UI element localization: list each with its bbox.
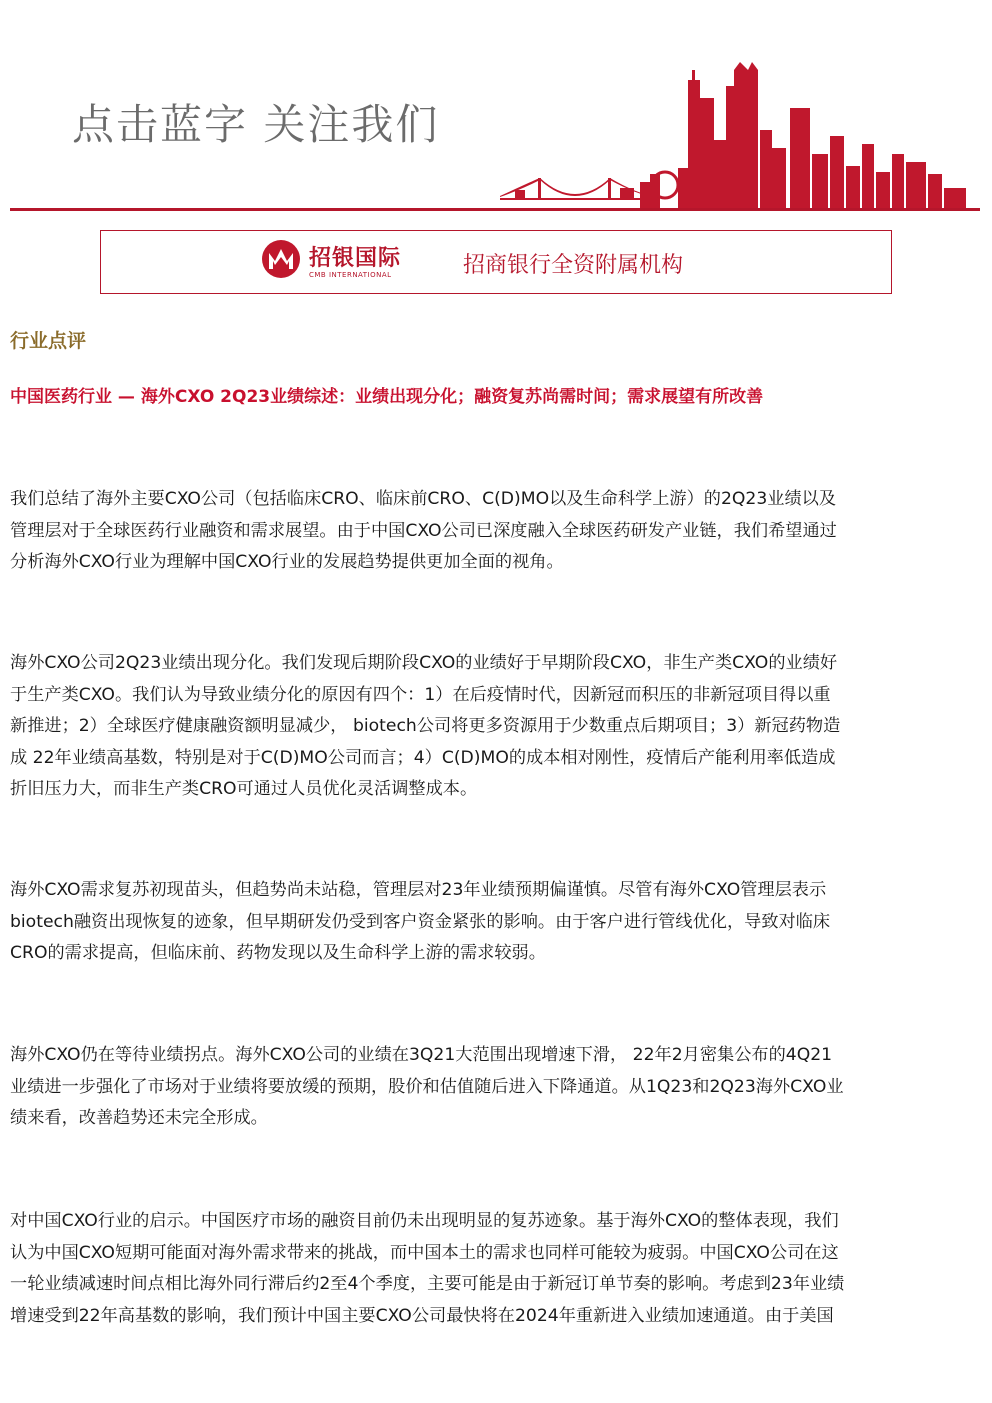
brand-subtitle: CMB INTERNATIONAL [309, 271, 392, 279]
cmbi-logo-icon [261, 239, 301, 279]
brand-box [100, 230, 892, 294]
brand-name: 招银国际 [309, 246, 402, 271]
city-skyline-illustration [500, 50, 980, 210]
paragraph-3 [10, 875, 980, 970]
paragraph-line: 成 22年业绩高基数，特别是对于C(D)MO公司而言；4）C(D)MO的成本相对刚性，疫情后产能利用率低造成 [10, 747, 836, 768]
paragraph-line: 我们总结了海外主要CXO公司（包括临床CRO、临床前CRO、C(D)MO以及生命科学上游）的2Q23业绩以及 [10, 489, 837, 509]
paragraph-line: 绩来看，改善趋势还未完全形成。 [10, 1108, 268, 1128]
paragraph-2 [10, 648, 980, 806]
paragraph-line: 新推进；2）全球医疗健康融资额明显减少， biotech公司将更多资源用于少数重点后期项目；3）新冠药物造 [10, 716, 841, 736]
paragraph-line: 于生产类CXO。我们认为导致业绩分化的原因有四个：1）在后疫情时代，因新冠而积压的非新冠项目得以重 [10, 684, 831, 705]
brand-tagline: 招商银行全资附属机构 [463, 253, 684, 278]
paragraph-line: 业绩进一步强化了市场对于业绩将要放缓的预期，股价和估值随后进入下降通道。从1Q23和2Q23海外CXO业 [10, 1076, 844, 1097]
paragraph-line: 增速受到22年高基数的影响，我们预计中国主要CXO公司最快将在2024年重新进入业绩加速通道。由于美国 [10, 1305, 834, 1326]
paragraph-line: 认为中国CXO短期可能面对海外需求带来的挑战，而中国本土的需求也同样可能较为疲弱。中国CXO公司在这 [10, 1242, 839, 1263]
banner-divider [10, 208, 980, 211]
paragraph-line: biotech融资出现恢复的迹象，但早期研发仍受到客户资金紧张的影响。由于客户进行管线优化，导致对临床 [10, 911, 831, 932]
paragraph-line: CRO的需求提高，但临床前、药物发现以及生命科学上游的需求较弱。 [10, 943, 546, 963]
header-banner [0, 0, 992, 220]
paragraph-5 [10, 1206, 980, 1332]
paragraph-line: 海外CXO需求复苏初现苗头，但趋势尚未站稳，管理层对23年业绩预期偏谨慎。尽管有海外CXO管理层表示 [10, 880, 827, 900]
paragraph-line: 折旧压力大，而非生产类CRO可通过人员优化灵活调整成本。 [10, 779, 478, 799]
section-label: 行业点评 [10, 330, 87, 352]
paragraph-4 [10, 1040, 980, 1135]
paragraph-line: 海外CXO公司2Q23业绩出现分化。我们发现后期阶段CXO的业绩好于早期阶段CXO，非生产类CXO的业绩好 [10, 653, 838, 673]
article-headline: 中国医药行业 — 海外CXO 2Q23业绩综述：业绩出现分化；融资复苏尚需时间；需求展望有所改善 [10, 387, 764, 407]
paragraph-1 [10, 484, 980, 579]
paragraph-line: 海外CXO仍在等待业绩拐点。海外CXO公司的业绩在3Q21大范围出现增速下滑， 22年2月密集公布的4Q21 [10, 1045, 833, 1065]
paragraph-line: 一轮业绩减速时间点相比海外同行滞后约2至4个季度，主要可能是由于新冠订单节奏的影响。考虑到23年业绩 [10, 1274, 845, 1294]
follow-us-text[interactable]: 点击蓝字 关注我们 [72, 100, 440, 149]
paragraph-line: 对中国CXO行业的启示。中国医疗市场的融资目前仍未出现明显的复苏迹象。基于海外CXO的整体表现，我们 [10, 1211, 839, 1231]
paragraph-line: 分析海外CXO行业为理解中国CXO行业的发展趋势提供更加全面的视角。 [10, 552, 564, 572]
paragraph-line: 管理层对于全球医药行业融资和需求展望。由于中国CXO公司已深度融入全球医药研发产业链，我们希望通过 [10, 520, 837, 541]
